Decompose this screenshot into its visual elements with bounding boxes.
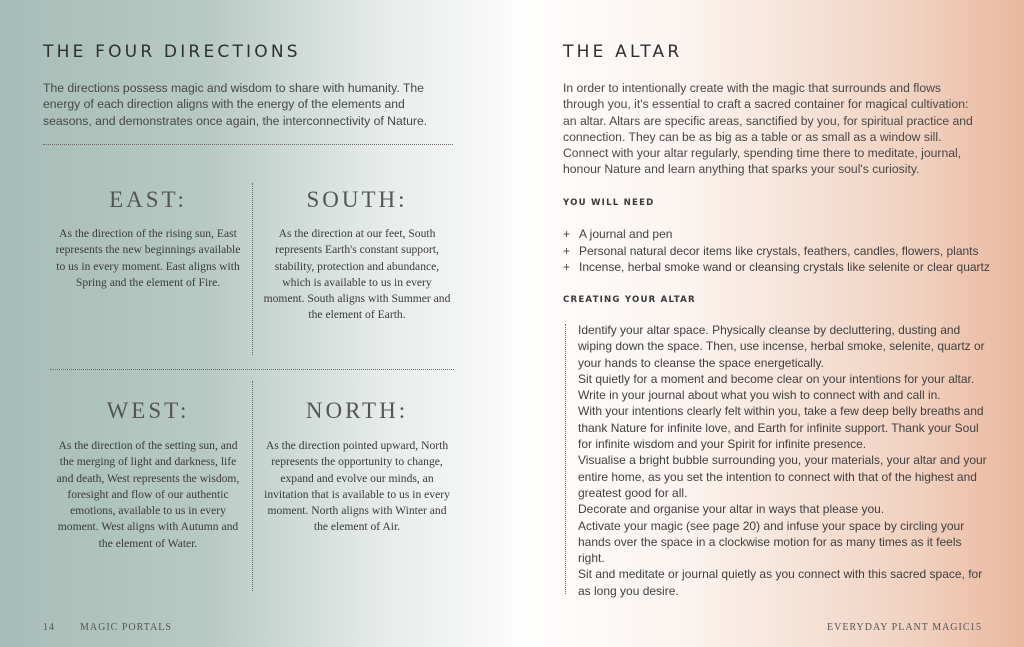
page-title: THE FOUR DIRECTIONS [43, 42, 301, 62]
east-heading: EAST: [109, 187, 187, 212]
page-number: 15 [970, 622, 982, 633]
creating-heading: CREATING YOUR ALTAR [563, 295, 696, 305]
dotted-divider [43, 144, 453, 145]
footer-title: EVERYDAY PLANT MAGIC [827, 622, 971, 633]
step-item: Identify your altar space. Physically cleanse by decluttering, dusting and wiping down the space. Then, use incense, herbal smoke, selenite, quartz or your hands to cleanse the space energetically. [578, 323, 985, 370]
vertical-divider-top [252, 183, 253, 355]
intro-paragraph: In order to intentionally create with the magic that surrounds and flows through you, it's essential to craft a sacred container for magical cultivation: an altar. Altars are specific areas, sanctified by you, for spiritual practice and connection. They can be as big as a table or as small as a window sill. Connect with your altar regularly, spending time there to meditate, journal, honour Nature and learn anything that sparks your soul's curiosity. [563, 81, 973, 177]
intro-paragraph: The directions possess magic and wisdom to share with humanity. The energy of each direction aligns with the energy of the elements and seasons, and demonstrates once again, the interconnectivity of Nature. [43, 81, 428, 128]
right-page [512, 0, 1024, 647]
you-will-need-heading: YOU WILL NEED [563, 198, 655, 208]
page-number: 14 [43, 622, 55, 633]
needs-list [563, 226, 1003, 276]
vertical-divider-bottom [252, 381, 253, 591]
list-item: + Incense, herbal smoke wand or cleansing crystals like selenite or clear quartz [563, 260, 990, 274]
steps-dotted-rule [565, 324, 566, 594]
list-item: + A journal and pen [563, 227, 673, 241]
north-text: As the direction pointed upward, North represents the opportunity to change, expand and evolve our minds, an invitation that is available to us in every moment. North aligns with Winter and the element of Air. [264, 439, 450, 534]
list-item: + Personal natural decor items like crystals, feathers, candles, flowers, plants [563, 243, 979, 258]
step-item: Activate your magic (see page 20) and infuse your space by circling your hands over the space in a clockwise motion for as many times as it feels right. [578, 518, 965, 566]
step-item: Sit and meditate or journal quietly as you connect with this sacred space, for as long you desire. [578, 567, 983, 598]
bullet-icon: + [563, 260, 571, 274]
south-text: As the direction at our feet, South represents Earth's constant support, stability, protection and abundance, which is available to us in every moment. South aligns with Summer and the element of Earth. [263, 227, 451, 322]
south-heading: SOUTH: [306, 187, 408, 212]
west-text: As the direction of the setting sun, and the merging of light and darkness, life and death, West represents the wisdom, foresight and flow of our authentic emotions, available to us in every moment. West aligns with Autumn and the element of Water. [56, 439, 240, 550]
bullet-icon: + [563, 243, 571, 258]
west-heading: WEST: [106, 398, 190, 423]
step-item: With your intentions clearly felt within you, take a few deep belly breaths and thank Nature for infinite love, and Earth for infinite support. Thank your Soul for infinite wisdom and your Spirit for infinite presence. [578, 404, 984, 452]
east-text: As the direction of the rising sun, East represents the new beginnings available to us in every moment. East aligns with Spring and the element of Fire. [55, 227, 241, 289]
steps-list [578, 322, 988, 599]
bullet-icon: + [563, 227, 571, 241]
page-title: THE ALTAR [563, 42, 683, 62]
dotted-divider-middle [50, 369, 454, 370]
step-item: Decorate and organise your altar in ways that please you. [578, 502, 885, 517]
north-heading: NORTH: [305, 398, 409, 423]
step-item: Visualise a bright bubble surrounding you, your materials, your altar and your entire home, as you set the intention to connect with that of the highest and greatest good for all. [578, 453, 987, 500]
step-item: Sit quietly for a moment and become clear on your intentions for your altar. Write in your journal about what you wish to connect with and call in. [578, 371, 975, 403]
footer-title: MAGIC PORTALS [80, 622, 172, 633]
